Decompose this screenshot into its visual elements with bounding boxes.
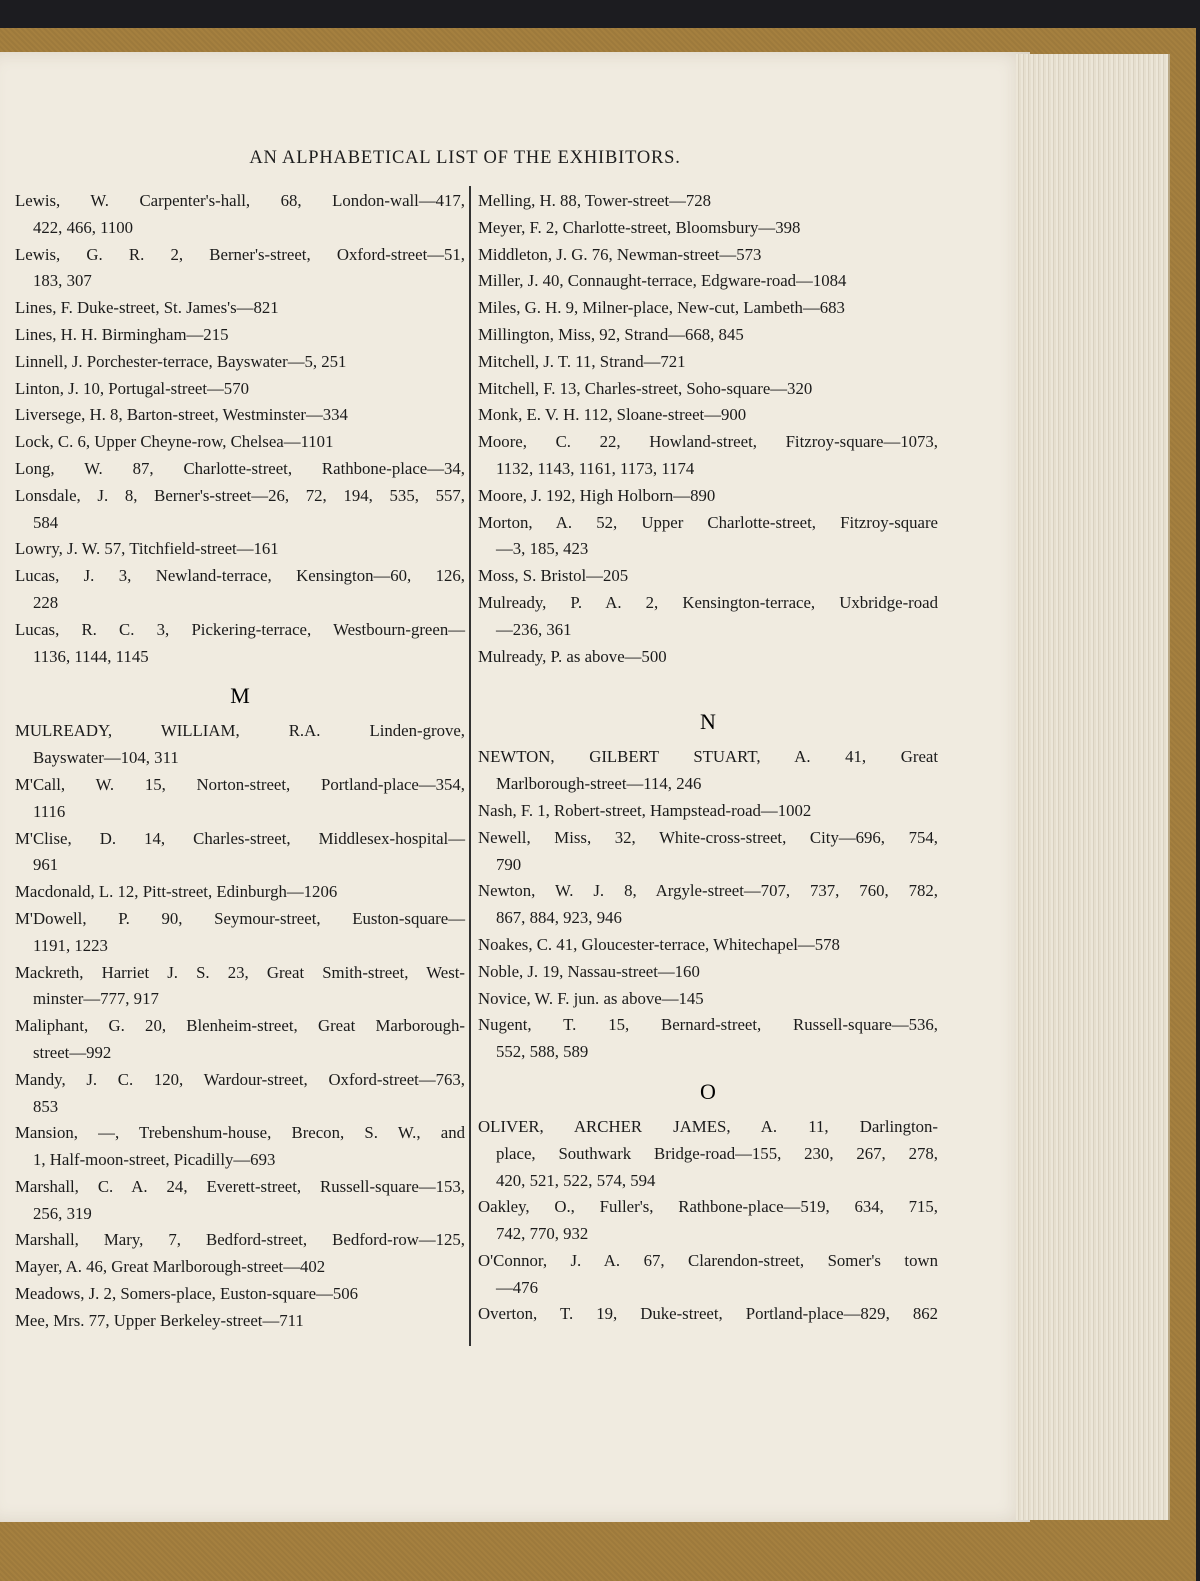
exhibitor-entry: Lonsdale, J. 8, Berner's-street—26, 72, 194, 535, 557, bbox=[15, 485, 465, 505]
exhibitor-entry: Marshall, Mary, 7, Bedford-street, Bedford-row—125, bbox=[15, 1230, 465, 1250]
entry-continuation: 1191, 1223 bbox=[33, 935, 108, 955]
exhibitor-entry: Marshall, C. A. 24, Everett-street, Russell-square—153, bbox=[15, 1176, 465, 1196]
page-header: AN ALPHABETICAL LIST OF THE EXHIBITORS. bbox=[249, 148, 681, 168]
entry-continuation: —236, 361 bbox=[496, 619, 572, 639]
exhibitor-entry: Mitchell, F. 13, Charles-street, Soho-square—320 bbox=[478, 378, 813, 398]
right-column bbox=[478, 188, 938, 1328]
exhibitor-entry: Nash, F. 1, Robert-street, Hampstead-road—1002 bbox=[478, 800, 812, 820]
exhibitor-entry: Mackreth, Harriet J. S. 23, Great Smith-street, West- bbox=[15, 962, 465, 982]
exhibitor-entry: Millington, Miss, 92, Strand—668, 845 bbox=[478, 324, 744, 344]
exhibitor-entry: M'Dowell, P. 90, Seymour-street, Euston-square— bbox=[15, 908, 465, 928]
entry-continuation: Bayswater—104, 311 bbox=[33, 748, 179, 768]
exhibitor-entry: M'Call, W. 15, Norton-street, Portland-place—354, bbox=[15, 774, 465, 794]
exhibitor-entry: Lowry, J. W. 57, Titchfield-street—161 bbox=[15, 539, 279, 559]
entry-continuation: 867, 884, 923, 946 bbox=[496, 908, 622, 928]
exhibitor-entry: Mulready, P. A. 2, Kensington-terrace, Uxbridge-road bbox=[478, 592, 938, 612]
exhibitor-entry: Newell, Miss, 32, White-cross-street, City—696, 754, bbox=[478, 827, 938, 847]
exhibitor-entry: M'Clise, D. 14, Charles-street, Middlesex-hospital— bbox=[15, 828, 465, 848]
exhibitor-entry: Moss, S. Bristol—205 bbox=[478, 566, 629, 586]
exhibitor-entry: Long, W. 87, Charlotte-street, Rathbone-place—34, bbox=[15, 458, 465, 478]
exhibitor-entry: Lucas, J. 3, Newland-terrace, Kensington—60, 126, bbox=[15, 566, 465, 586]
exhibitor-entry: Macdonald, L. 12, Pitt-street, Edinburgh—1206 bbox=[15, 882, 338, 902]
exhibitor-entry: Maliphant, G. 20, Blenheim-street, Great Marborough- bbox=[15, 1016, 465, 1036]
entry-continuation: 1136, 1144, 1145 bbox=[33, 646, 149, 666]
exhibitor-entry: Monk, E. V. H. 112, Sloane-street—900 bbox=[478, 405, 747, 425]
exhibitor-entry: Mulready, P. as above—500 bbox=[478, 646, 667, 666]
exhibitor-entry: Lock, C. 6, Upper Cheyne-row, Chelsea—1101 bbox=[15, 432, 334, 452]
exhibitor-entry: Lewis, G. R. 2, Berner's-street, Oxford-street—51, bbox=[15, 244, 465, 264]
exhibitor-entry: Moore, C. 22, Howland-street, Fitzroy-square—1073, bbox=[478, 432, 938, 452]
entry-continuation: 420, 521, 522, 574, 594 bbox=[496, 1170, 656, 1190]
exhibitor-entry: Lines, F. Duke-street, St. James's—821 bbox=[15, 298, 279, 318]
page-edges bbox=[1016, 54, 1170, 1520]
exhibitor-entry: MULREADY, WILLIAM, R.A. Linden-grove, bbox=[15, 721, 465, 741]
exhibitor-entry: Miles, G. H. 9, Milner-place, New-cut, Lambeth—683 bbox=[478, 298, 845, 318]
entry-continuation: 183, 307 bbox=[33, 271, 92, 291]
entry-continuation: 742, 770, 932 bbox=[496, 1224, 589, 1244]
exhibitor-entry: NEWTON, GILBERT STUART, A. 41, Great bbox=[478, 747, 938, 767]
entry-continuation: minster—777, 917 bbox=[33, 989, 159, 1009]
exhibitor-entry: Mansion, —, Trebenshum-house, Brecon, S. W., and bbox=[15, 1123, 465, 1143]
exhibitor-entry: Moore, J. 192, High Holborn—890 bbox=[478, 485, 716, 505]
entry-continuation: 256, 319 bbox=[33, 1203, 92, 1223]
exhibitor-entry: Mandy, J. C. 120, Wardour-street, Oxford-street—763, bbox=[15, 1069, 465, 1089]
exhibitor-entry: Meadows, J. 2, Somers-place, Euston-square—506 bbox=[15, 1284, 359, 1304]
exhibitor-entry: Oakley, O., Fuller's, Rathbone-place—519, 634, 715, bbox=[478, 1197, 938, 1217]
spacer bbox=[478, 670, 938, 696]
section-letter: N bbox=[700, 709, 716, 735]
section-letter: O bbox=[700, 1078, 716, 1104]
exhibitor-entry: Novice, W. F. jun. as above—145 bbox=[478, 988, 704, 1008]
exhibitor-entry: Noakes, C. 41, Gloucester-terrace, Whitechapel—578 bbox=[478, 934, 840, 954]
exhibitor-entry: Lucas, R. C. 3, Pickering-terrace, Westbourn-green— bbox=[15, 619, 465, 639]
entry-continuation: 584 bbox=[33, 512, 59, 532]
entry-continuation: 961 bbox=[33, 855, 59, 875]
section-letter: M bbox=[230, 683, 250, 709]
exhibitor-entry: Lines, H. H. Birmingham—215 bbox=[15, 324, 229, 344]
exhibitor-entry: Morton, A. 52, Upper Charlotte-street, Fitzroy-square bbox=[478, 512, 938, 532]
entry-continuation: 790 bbox=[496, 854, 522, 874]
column-rule bbox=[469, 186, 471, 1346]
exhibitor-entry: Middleton, J. G. 76, Newman-street—573 bbox=[478, 244, 762, 264]
entry-continuation: 422, 466, 1100 bbox=[33, 217, 134, 237]
entry-continuation: —476 bbox=[496, 1277, 538, 1297]
entry-continuation: place, Southwark Bridge-road—155, 230, 267, 278, bbox=[496, 1143, 938, 1163]
exhibitor-entry: O'Connor, J. A. 67, Clarendon-street, Somer's town bbox=[478, 1250, 938, 1270]
exhibitor-entry: Meyer, F. 2, Charlotte-street, Bloomsbury—398 bbox=[478, 217, 801, 237]
entry-continuation: street—992 bbox=[33, 1042, 112, 1062]
exhibitor-entry: Mee, Mrs. 77, Upper Berkeley-street—711 bbox=[15, 1310, 304, 1330]
exhibitor-entry: Nugent, T. 15, Bernard-street, Russell-square—536, bbox=[478, 1015, 938, 1035]
exhibitor-entry: Noble, J. 19, Nassau-street—160 bbox=[478, 961, 700, 981]
entry-continuation: 228 bbox=[33, 592, 59, 612]
exhibitor-entry: OLIVER, ARCHER JAMES, A. 11, Darlington- bbox=[478, 1116, 938, 1136]
entry-continuation: —3, 185, 423 bbox=[496, 539, 589, 559]
entry-continuation: 1, Half-moon-street, Picadilly—693 bbox=[33, 1150, 276, 1170]
exhibitor-entry: Lewis, W. Carpenter's-hall, 68, London-wall—417, bbox=[15, 191, 465, 210]
entry-continuation: 552, 588, 589 bbox=[496, 1042, 589, 1062]
left-column bbox=[15, 188, 465, 1335]
exhibitor-entry: Linton, J. 10, Portugal-street—570 bbox=[15, 378, 249, 398]
exhibitor-entry: Mayer, A. 46, Great Marlborough-street—402 bbox=[15, 1257, 326, 1277]
exhibitor-entry: Newton, W. J. 8, Argyle-street—707, 737, 760, 782, bbox=[478, 881, 938, 901]
exhibitor-entry: Melling, H. 88, Tower-street—728 bbox=[478, 191, 712, 210]
entry-continuation: 1132, 1143, 1161, 1173, 1174 bbox=[496, 458, 695, 478]
exhibitor-entry: Miller, J. 40, Connaught-terrace, Edgware-road—1084 bbox=[478, 271, 847, 291]
exhibitor-entry: Mitchell, J. T. 11, Strand—721 bbox=[478, 351, 686, 371]
entry-continuation: 853 bbox=[33, 1096, 59, 1116]
entry-continuation: Marlborough-street—114, 246 bbox=[496, 774, 702, 794]
exhibitor-entry: Linnell, J. Porchester-terrace, Bayswater—5, 251 bbox=[15, 351, 347, 371]
exhibitor-entry: Liversege, H. 8, Barton-street, Westminster—334 bbox=[15, 405, 348, 425]
entry-continuation: 1116 bbox=[33, 801, 66, 821]
exhibitor-entry: Overton, T. 19, Duke-street, Portland-place—829, 862 bbox=[478, 1304, 938, 1324]
